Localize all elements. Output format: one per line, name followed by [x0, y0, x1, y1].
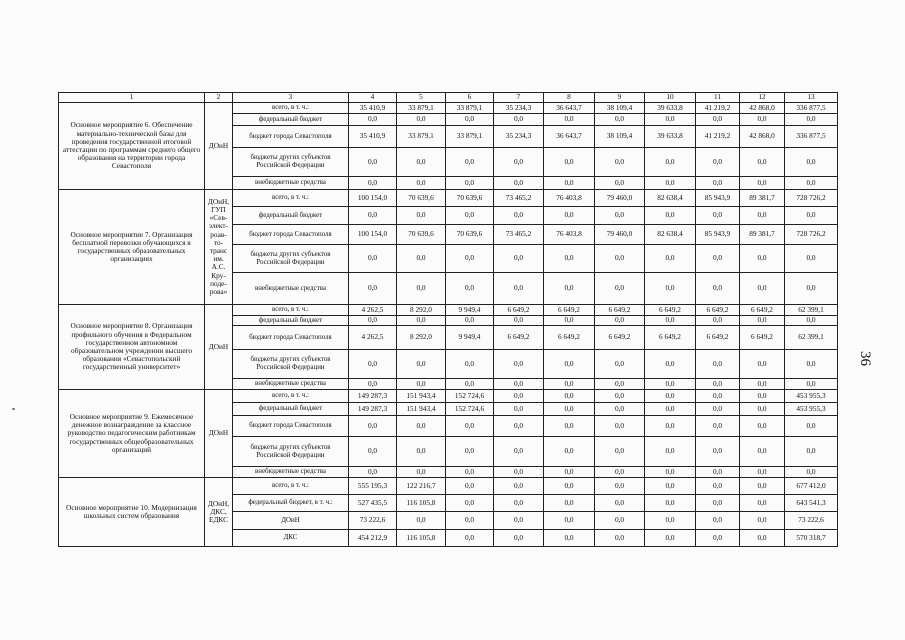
amount-cell: 0,0 — [696, 495, 740, 512]
amount-cell: 0,0 — [595, 148, 645, 177]
amount-cell: 0,0 — [544, 390, 595, 403]
amount-cell: 152 724,6 — [446, 390, 494, 403]
amount-cell: 149 287,3 — [349, 390, 397, 403]
amount-cell: 0,0 — [740, 390, 785, 403]
funding-source-label: всего, в т. ч.: — [233, 478, 349, 495]
amount-cell: 0,0 — [740, 245, 785, 273]
funding-source-label: всего, в т. ч.: — [233, 305, 349, 316]
amount-cell: 0,0 — [446, 245, 494, 273]
amount-cell: 336 877,5 — [785, 126, 838, 148]
amount-cell: 100 154,0 — [349, 225, 397, 245]
amount-cell: 0,0 — [696, 390, 740, 403]
measure-title: Основное мероприятие 7. Организация бесплатной перевозки обучающихся в государственных образовательных организациях — [59, 190, 205, 305]
amount-cell: 6 649,2 — [595, 305, 645, 316]
amount-cell: 0,0 — [397, 114, 446, 126]
amount-cell: 0,0 — [645, 478, 696, 495]
amount-cell: 6 649,2 — [544, 305, 595, 316]
scan-speck — [12, 408, 15, 410]
amount-cell: 0,0 — [645, 207, 696, 225]
amount-cell: 0,0 — [696, 530, 740, 547]
amount-cell: 0,0 — [544, 177, 595, 190]
amount-cell: 0,0 — [494, 416, 544, 437]
amount-cell: 82 638,4 — [645, 225, 696, 245]
amount-cell: 0,0 — [349, 114, 397, 126]
amount-cell: 0,0 — [740, 207, 785, 225]
amount-cell: 0,0 — [349, 207, 397, 225]
amount-cell: 0,0 — [494, 350, 544, 379]
amount-cell: 0,0 — [696, 177, 740, 190]
amount-cell: 0,0 — [645, 390, 696, 403]
amount-cell: 0,0 — [494, 379, 544, 390]
funding-source-label: федеральный бюджет — [233, 403, 349, 416]
amount-cell: 38 109,4 — [595, 103, 645, 114]
amount-cell: 73 465,2 — [494, 225, 544, 245]
amount-cell: 0,0 — [494, 467, 544, 478]
amount-cell: 76 403,8 — [544, 225, 595, 245]
amount-cell: 0,0 — [544, 148, 595, 177]
measure-executor: ДОиН — [205, 305, 233, 390]
amount-cell: 0,0 — [349, 437, 397, 467]
amount-cell: 0,0 — [544, 416, 595, 437]
measure-title: Основное мероприятие 10. Модернизация школьных систем образования — [59, 478, 205, 547]
amount-cell: 728 726,2 — [785, 225, 838, 245]
column-header: 11 — [696, 93, 740, 103]
amount-cell: 0,0 — [494, 207, 544, 225]
amount-cell: 0,0 — [696, 437, 740, 467]
amount-cell: 33 879,1 — [446, 126, 494, 148]
amount-cell: 570 318,7 — [785, 530, 838, 547]
column-header: 5 — [397, 93, 446, 103]
amount-cell: 4 262,5 — [349, 326, 397, 350]
amount-cell: 0,0 — [740, 495, 785, 512]
funding-source-label: бюджет города Севастополя — [233, 416, 349, 437]
amount-cell: 0,0 — [696, 467, 740, 478]
amount-cell: 35 410,9 — [349, 126, 397, 148]
amount-cell: 62 399,1 — [785, 326, 838, 350]
amount-cell: 4 262,5 — [349, 305, 397, 316]
amount-cell: 0,0 — [544, 379, 595, 390]
amount-cell: 0,0 — [494, 390, 544, 403]
amount-cell: 0,0 — [494, 148, 544, 177]
amount-cell: 0,0 — [740, 148, 785, 177]
funding-source-label: внебюджетные средства — [233, 467, 349, 478]
table-body — [59, 103, 838, 547]
amount-cell: 0,0 — [494, 177, 544, 190]
amount-cell: 0,0 — [740, 350, 785, 379]
amount-cell: 33 879,1 — [397, 126, 446, 148]
amount-cell: 0,0 — [494, 316, 544, 326]
amount-cell: 454 212,9 — [349, 530, 397, 547]
amount-cell: 0,0 — [494, 245, 544, 273]
column-header: 10 — [645, 93, 696, 103]
amount-cell: 0,0 — [446, 530, 494, 547]
amount-cell: 0,0 — [397, 273, 446, 305]
amount-cell: 0,0 — [645, 148, 696, 177]
amount-cell: 453 955,3 — [785, 403, 838, 416]
column-header: 2 — [205, 93, 233, 103]
amount-cell: 0,0 — [397, 437, 446, 467]
funding-source-label: всего, в т. ч.: — [233, 190, 349, 207]
amount-cell: 0,0 — [446, 467, 494, 478]
amount-cell: 0,0 — [446, 148, 494, 177]
amount-cell: 0,0 — [740, 177, 785, 190]
amount-cell: 0,0 — [446, 437, 494, 467]
amount-cell: 0,0 — [446, 416, 494, 437]
amount-cell: 149 287,3 — [349, 403, 397, 416]
measure-title: Основное мероприятие 8. Организация профильного обучения в Федеральном государственном автономном образовательном учреждении высшего образования «Севастопольский государственный университет» — [59, 305, 205, 390]
amount-cell: 0,0 — [595, 403, 645, 416]
amount-cell: 0,0 — [349, 316, 397, 326]
amount-cell: 70 639,6 — [446, 190, 494, 207]
amount-cell: 6 649,2 — [740, 305, 785, 316]
amount-cell: 0,0 — [595, 416, 645, 437]
amount-cell: 85 943,9 — [696, 225, 740, 245]
amount-cell: 0,0 — [740, 437, 785, 467]
amount-cell: 42 868,0 — [740, 103, 785, 114]
amount-cell: 0,0 — [696, 273, 740, 305]
table-row — [59, 478, 838, 495]
column-header: 6 — [446, 93, 494, 103]
amount-cell: 41 219,2 — [696, 103, 740, 114]
amount-cell: 0,0 — [785, 177, 838, 190]
amount-cell: 0,0 — [785, 350, 838, 379]
amount-cell: 0,0 — [494, 437, 544, 467]
amount-cell: 0,0 — [595, 245, 645, 273]
amount-cell: 0,0 — [785, 416, 838, 437]
amount-cell: 0,0 — [696, 512, 740, 530]
header-row — [59, 93, 838, 103]
funding-source-label: федеральный бюджет — [233, 207, 349, 225]
amount-cell: 0,0 — [349, 148, 397, 177]
column-header: 1 — [59, 93, 205, 103]
amount-cell: 0,0 — [645, 273, 696, 305]
amount-cell: 0,0 — [696, 316, 740, 326]
amount-cell: 73 465,2 — [494, 190, 544, 207]
amount-cell: 33 879,1 — [397, 103, 446, 114]
amount-cell: 0,0 — [785, 114, 838, 126]
amount-cell: 151 943,4 — [397, 390, 446, 403]
amount-cell: 0,0 — [740, 316, 785, 326]
funding-source-label: федеральный бюджет, в т. ч.: — [233, 495, 349, 512]
amount-cell: 0,0 — [494, 530, 544, 547]
amount-cell: 6 649,2 — [544, 326, 595, 350]
amount-cell: 0,0 — [645, 530, 696, 547]
funding-source-label: бюджет города Севастополя — [233, 326, 349, 350]
amount-cell: 6 649,2 — [696, 305, 740, 316]
amount-cell: 0,0 — [696, 207, 740, 225]
funding-source-label: бюджет города Севастополя — [233, 225, 349, 245]
amount-cell: 152 724,6 — [446, 403, 494, 416]
amount-cell: 0,0 — [740, 114, 785, 126]
funding-source-label: бюджеты других субъектов Российской Федерации — [233, 148, 349, 177]
amount-cell: 0,0 — [544, 495, 595, 512]
amount-cell: 116 105,8 — [397, 530, 446, 547]
amount-cell: 0,0 — [595, 273, 645, 305]
amount-cell: 0,0 — [645, 403, 696, 416]
amount-cell: 122 216,7 — [397, 478, 446, 495]
amount-cell: 0,0 — [696, 245, 740, 273]
amount-cell: 33 879,1 — [446, 103, 494, 114]
funding-source-label: бюджеты других субъектов Российской Федерации — [233, 350, 349, 379]
amount-cell: 0,0 — [397, 177, 446, 190]
amount-cell: 0,0 — [446, 478, 494, 495]
amount-cell: 0,0 — [785, 207, 838, 225]
amount-cell: 0,0 — [696, 403, 740, 416]
amount-cell: 0,0 — [446, 273, 494, 305]
funding-source-label: внебюджетные средства — [233, 177, 349, 190]
amount-cell: 0,0 — [544, 350, 595, 379]
amount-cell: 0,0 — [446, 512, 494, 530]
amount-cell: 0,0 — [446, 495, 494, 512]
amount-cell: 0,0 — [494, 512, 544, 530]
funding-source-label: бюджеты других субъектов Российской Федерации — [233, 245, 349, 273]
amount-cell: 728 726,2 — [785, 190, 838, 207]
measure-title: Основное мероприятие 6. Обеспечение материально-технической базы для проведения государственной итоговой аттестации по программам среднего общего образования на территории города Севастополя — [59, 103, 205, 190]
amount-cell: 0,0 — [397, 467, 446, 478]
amount-cell: 89 381,7 — [740, 190, 785, 207]
measure-executor: ДОиН, ГУП «Сев-элект-роав-то-транс им. А.С. Кру-поде-рова» — [205, 190, 233, 305]
amount-cell: 0,0 — [595, 114, 645, 126]
amount-cell: 0,0 — [645, 495, 696, 512]
measure-executor: ДОиН, ДКС, ЕДКС — [205, 478, 233, 547]
amount-cell: 0,0 — [544, 437, 595, 467]
amount-cell: 0,0 — [349, 350, 397, 379]
column-header: 12 — [740, 93, 785, 103]
amount-cell: 0,0 — [544, 245, 595, 273]
amount-cell: 0,0 — [397, 148, 446, 177]
amount-cell: 85 943,9 — [696, 190, 740, 207]
amount-cell: 151 943,4 — [397, 403, 446, 416]
amount-cell: 336 877,5 — [785, 103, 838, 114]
column-header: 13 — [785, 93, 838, 103]
amount-cell: 0,0 — [397, 416, 446, 437]
amount-cell: 0,0 — [544, 273, 595, 305]
amount-cell: 0,0 — [595, 478, 645, 495]
amount-cell: 73 222,6 — [785, 512, 838, 530]
funding-source-label: федеральный бюджет — [233, 114, 349, 126]
amount-cell: 42 868,0 — [740, 126, 785, 148]
amount-cell: 0,0 — [696, 478, 740, 495]
amount-cell: 0,0 — [645, 245, 696, 273]
amount-cell: 0,0 — [740, 273, 785, 305]
amount-cell: 70 639,6 — [446, 225, 494, 245]
column-header: 9 — [595, 93, 645, 103]
amount-cell: 0,0 — [785, 245, 838, 273]
amount-cell: 0,0 — [349, 177, 397, 190]
funding-source-label: внебюджетные средства — [233, 379, 349, 390]
amount-cell: 79 460,0 — [595, 225, 645, 245]
measure-executor: ДОиН — [205, 390, 233, 478]
amount-cell: 0,0 — [595, 437, 645, 467]
amount-cell: 0,0 — [740, 530, 785, 547]
amount-cell: 0,0 — [740, 478, 785, 495]
amount-cell: 0,0 — [740, 379, 785, 390]
amount-cell: 0,0 — [349, 416, 397, 437]
amount-cell: 9 949,4 — [446, 305, 494, 316]
amount-cell: 36 643,7 — [544, 126, 595, 148]
financing-table — [58, 92, 838, 547]
amount-cell: 0,0 — [397, 207, 446, 225]
amount-cell: 0,0 — [397, 350, 446, 379]
amount-cell: 36 643,7 — [544, 103, 595, 114]
amount-cell: 0,0 — [645, 350, 696, 379]
amount-cell: 0,0 — [595, 512, 645, 530]
amount-cell: 79 460,0 — [595, 190, 645, 207]
amount-cell: 6 649,2 — [645, 326, 696, 350]
amount-cell: 0,0 — [696, 379, 740, 390]
amount-cell: 0,0 — [544, 207, 595, 225]
amount-cell: 39 633,8 — [645, 103, 696, 114]
amount-cell: 0,0 — [544, 316, 595, 326]
table-row — [59, 190, 838, 207]
amount-cell: 0,0 — [595, 467, 645, 478]
amount-cell: 6 649,2 — [696, 326, 740, 350]
amount-cell: 0,0 — [645, 379, 696, 390]
amount-cell: 0,0 — [595, 379, 645, 390]
amount-cell: 0,0 — [595, 350, 645, 379]
amount-cell: 0,0 — [595, 177, 645, 190]
table-row — [59, 390, 838, 403]
amount-cell: 0,0 — [544, 114, 595, 126]
amount-cell: 0,0 — [446, 177, 494, 190]
amount-cell: 0,0 — [696, 114, 740, 126]
amount-cell: 6 649,2 — [740, 326, 785, 350]
measure-title: Основное мероприятие 9. Ежемесячное денежное вознаграждение за классное руководство педагогическим работникам государственных общеобразовательных организаций — [59, 390, 205, 478]
amount-cell: 0,0 — [349, 245, 397, 273]
amount-cell: 0,0 — [446, 207, 494, 225]
amount-cell: 35 234,3 — [494, 126, 544, 148]
funding-source-label: всего, в т. ч.: — [233, 390, 349, 403]
amount-cell: 0,0 — [494, 273, 544, 305]
funding-source-label: всего, в т. ч.: — [233, 103, 349, 114]
amount-cell: 0,0 — [696, 416, 740, 437]
amount-cell: 0,0 — [349, 379, 397, 390]
amount-cell: 0,0 — [446, 379, 494, 390]
amount-cell: 0,0 — [494, 495, 544, 512]
amount-cell: 0,0 — [785, 379, 838, 390]
amount-cell: 0,0 — [349, 273, 397, 305]
amount-cell: 0,0 — [494, 114, 544, 126]
amount-cell: 116 105,8 — [397, 495, 446, 512]
amount-cell: 0,0 — [785, 148, 838, 177]
amount-cell: 8 292,0 — [397, 326, 446, 350]
table-row — [59, 305, 838, 316]
amount-cell: 62 399,1 — [785, 305, 838, 316]
amount-cell: 0,0 — [544, 467, 595, 478]
amount-cell: 82 638,4 — [645, 190, 696, 207]
funding-source-label: бюджеты других субъектов Российской Федерации — [233, 437, 349, 467]
amount-cell: 0,0 — [446, 350, 494, 379]
amount-cell: 527 435,5 — [349, 495, 397, 512]
amount-cell: 0,0 — [645, 416, 696, 437]
amount-cell: 39 633,8 — [645, 126, 696, 148]
funding-source-label: ДОиН — [233, 512, 349, 530]
funding-source-label: федеральный бюджет — [233, 316, 349, 326]
amount-cell: 0,0 — [397, 379, 446, 390]
amount-cell: 0,0 — [740, 416, 785, 437]
column-header: 7 — [494, 93, 544, 103]
amount-cell: 555 195,3 — [349, 478, 397, 495]
amount-cell: 677 412,0 — [785, 478, 838, 495]
amount-cell: 76 403,8 — [544, 190, 595, 207]
amount-cell: 0,0 — [645, 114, 696, 126]
amount-cell: 0,0 — [544, 478, 595, 495]
amount-cell: 0,0 — [645, 177, 696, 190]
amount-cell: 0,0 — [595, 207, 645, 225]
amount-cell: 0,0 — [595, 530, 645, 547]
amount-cell: 0,0 — [645, 512, 696, 530]
amount-cell: 6 649,2 — [494, 326, 544, 350]
amount-cell: 8 292,0 — [397, 305, 446, 316]
amount-cell: 0,0 — [349, 467, 397, 478]
measure-executor: ДОиН — [205, 103, 233, 190]
amount-cell: 0,0 — [595, 390, 645, 403]
amount-cell: 70 639,6 — [397, 190, 446, 207]
amount-cell: 35 234,3 — [494, 103, 544, 114]
funding-source-label: внебюджетные средства — [233, 273, 349, 305]
amount-cell: 70 639,6 — [397, 225, 446, 245]
amount-cell: 0,0 — [595, 495, 645, 512]
amount-cell: 0,0 — [446, 114, 494, 126]
amount-cell: 0,0 — [785, 467, 838, 478]
amount-cell: 0,0 — [595, 316, 645, 326]
amount-cell: 9 949,4 — [446, 326, 494, 350]
amount-cell: 35 410,9 — [349, 103, 397, 114]
amount-cell: 0,0 — [645, 437, 696, 467]
amount-cell: 0,0 — [785, 273, 838, 305]
amount-cell: 0,0 — [544, 403, 595, 416]
amount-cell: 89 381,7 — [740, 225, 785, 245]
amount-cell: 0,0 — [785, 316, 838, 326]
amount-cell: 453 955,3 — [785, 390, 838, 403]
amount-cell: 0,0 — [544, 512, 595, 530]
amount-cell: 0,0 — [446, 316, 494, 326]
amount-cell: 0,0 — [645, 467, 696, 478]
funding-source-label: ДКС — [233, 530, 349, 547]
amount-cell: 0,0 — [494, 478, 544, 495]
amount-cell: 643 541,3 — [785, 495, 838, 512]
amount-cell: 0,0 — [397, 512, 446, 530]
funding-source-label: бюджет города Севастополя — [233, 126, 349, 148]
amount-cell: 6 649,2 — [494, 305, 544, 316]
column-header: 4 — [349, 93, 397, 103]
amount-cell: 0,0 — [785, 437, 838, 467]
column-header: 3 — [233, 93, 349, 103]
amount-cell: 38 109,4 — [595, 126, 645, 148]
amount-cell: 6 649,2 — [595, 326, 645, 350]
amount-cell: 0,0 — [696, 148, 740, 177]
amount-cell: 0,0 — [645, 316, 696, 326]
amount-cell: 0,0 — [696, 350, 740, 379]
amount-cell: 73 222,6 — [349, 512, 397, 530]
amount-cell: 0,0 — [740, 512, 785, 530]
amount-cell: 100 154,0 — [349, 190, 397, 207]
amount-cell: 6 649,2 — [645, 305, 696, 316]
page-number: 36 — [857, 351, 873, 366]
amount-cell: 0,0 — [397, 316, 446, 326]
column-header: 8 — [544, 93, 595, 103]
amount-cell: 0,0 — [494, 403, 544, 416]
table-row — [59, 103, 838, 114]
amount-cell: 0,0 — [397, 245, 446, 273]
amount-cell: 41 219,2 — [696, 126, 740, 148]
amount-cell: 0,0 — [740, 467, 785, 478]
amount-cell: 0,0 — [740, 403, 785, 416]
amount-cell: 0,0 — [544, 530, 595, 547]
